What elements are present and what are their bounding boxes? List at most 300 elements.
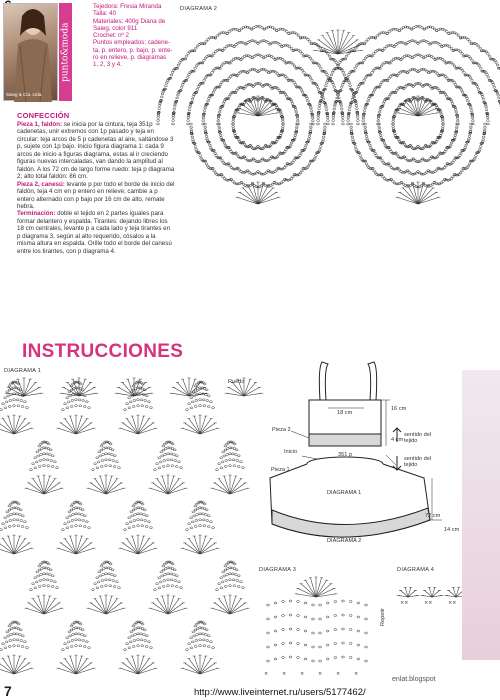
- chain-stitch: [322, 136, 325, 138]
- chain-stitch: [199, 645, 202, 647]
- double-crochet-stitch: [224, 476, 230, 494]
- chain-stitch: [396, 57, 399, 59]
- chain-stitch: [455, 33, 458, 35]
- chain-stitch: [218, 463, 221, 465]
- chain-stitch: [20, 400, 23, 402]
- measure-72: 72 cm: [425, 513, 441, 519]
- chain-stitch: [203, 43, 206, 45]
- chain-stitch: [170, 453, 173, 455]
- chain-stitch: [274, 658, 277, 660]
- chain-stitch: [356, 116, 359, 118]
- double-crochet-stitch: [200, 663, 215, 674]
- chain-stitch: [36, 571, 39, 573]
- chain-stitch: [160, 451, 163, 453]
- chain-stitch: [108, 453, 111, 455]
- double-crochet-stitch: [123, 543, 138, 554]
- chain-stitch: [461, 91, 464, 93]
- confeccion-paragraph-1: [17, 121, 175, 181]
- double-crochet-stitch: [106, 599, 117, 614]
- chain-stitch: [202, 633, 205, 635]
- chain-stitch: [233, 113, 236, 115]
- chain-stitch: [486, 120, 489, 122]
- chain-stitch: [78, 399, 81, 401]
- chain-stitch: [199, 639, 202, 641]
- chain-stitch: [452, 50, 455, 52]
- chain-stitch: [442, 123, 445, 125]
- chain-stitch: [440, 113, 443, 115]
- chain-stitch: [248, 70, 251, 72]
- chain-stitch: [51, 586, 54, 588]
- paragraph-lead: Terminación:: [17, 210, 56, 218]
- chain-stitch: [304, 658, 307, 660]
- chain-stitch: [174, 580, 177, 582]
- chain-stitch: [307, 38, 310, 40]
- chain-stitch: [229, 149, 232, 151]
- chain-stitch: [216, 49, 219, 51]
- chain-stitch: [70, 645, 73, 647]
- chain-stitch: [222, 451, 225, 453]
- chain-stitch: [455, 126, 458, 128]
- chain-stitch: [270, 171, 273, 173]
- chain-stitch: [348, 109, 351, 111]
- chain-stitch: [192, 511, 195, 513]
- chain-stitch: [450, 62, 453, 64]
- chain-stitch: [233, 585, 236, 587]
- chain-stitch: [66, 517, 69, 519]
- chain-stitch: [56, 587, 59, 589]
- chain-stitch: [212, 36, 215, 38]
- chain-stitch: [392, 120, 395, 122]
- chain-stitch: [36, 451, 39, 453]
- chain-stitch: [232, 123, 235, 125]
- chain-stitch: [229, 165, 232, 167]
- chain-stitch: [78, 639, 81, 641]
- double-crochet-stitch: [200, 423, 215, 434]
- chain-stitch: [326, 616, 329, 618]
- chain-stitch: [289, 642, 292, 644]
- double-crochet-stitch: [76, 423, 91, 434]
- chain-stitch: [140, 399, 143, 401]
- chain-stitch: [379, 83, 382, 85]
- double-crochet-stitch: [200, 543, 215, 554]
- chain-stitch: [212, 647, 215, 649]
- double-crochet-stitch: [14, 548, 32, 554]
- chain-stitch: [296, 120, 299, 122]
- chain-stitch: [148, 641, 151, 643]
- double-crochet-stitch: [76, 536, 82, 554]
- chain-stitch: [229, 585, 232, 587]
- chain-stitch: [109, 585, 112, 587]
- chain-stitch: [324, 104, 327, 106]
- chain-stitch: [363, 59, 366, 61]
- chain-stitch: [469, 105, 472, 107]
- chain-stitch: [381, 50, 384, 52]
- chain-stitch: [299, 37, 302, 39]
- chain-stitch: [317, 120, 320, 122]
- double-crochet-stitch: [44, 488, 62, 494]
- chain-stitch: [220, 457, 223, 459]
- double-crochet-stitch: [95, 479, 106, 494]
- canesu-band: [309, 434, 381, 446]
- chain-stitch: [207, 526, 210, 528]
- chain-stitch: [165, 85, 168, 87]
- chain-stitch: [144, 520, 147, 522]
- stitches-label: 351 p: [338, 452, 352, 458]
- chain-stitch: [369, 37, 372, 39]
- chain-stitch: [178, 461, 181, 463]
- chain-stitch: [355, 105, 358, 107]
- chain-stitch: [180, 86, 183, 88]
- chain-stitch: [203, 645, 206, 647]
- chain-stitch: [267, 632, 270, 634]
- double-crochet-stitch: [14, 428, 32, 434]
- chain-stitch: [105, 585, 108, 587]
- chain-stitch: [218, 126, 221, 128]
- chain-stitch: [24, 641, 27, 643]
- chain-stitch: [262, 68, 265, 70]
- chain-stitch: [21, 515, 24, 517]
- chain-stitch: [167, 585, 170, 587]
- chain-stitch: [469, 126, 472, 128]
- confeccion-body: [17, 121, 175, 255]
- chain-stitch: [35, 581, 38, 583]
- chain-stitch: [249, 69, 252, 71]
- chain-stitch: [365, 40, 368, 42]
- chain-stitch: [312, 646, 315, 648]
- chain-stitch: [129, 521, 132, 523]
- chain-stitch: [433, 28, 436, 30]
- chain-stitch: [54, 581, 57, 583]
- chain-stitch: [484, 104, 487, 106]
- diagrama3-chart: [258, 575, 378, 685]
- chain-stitch: [8, 525, 11, 527]
- paragraph-lead: Pieza 2, canesú:: [17, 180, 65, 188]
- chain-stitch: [105, 579, 108, 581]
- chain-stitch: [16, 633, 19, 635]
- chain-stitch: [199, 399, 202, 401]
- chain-stitch: [493, 86, 496, 88]
- double-crochet-stitch: [44, 476, 50, 494]
- chain-stitch: [62, 649, 65, 651]
- double-crochet-stitch: [182, 668, 200, 674]
- chain-stitch: [362, 117, 365, 119]
- watermark: http://www.liveinternet.ru/users/5177462/: [194, 687, 366, 698]
- chain-stitch: [187, 117, 190, 119]
- chain-stitch: [43, 465, 46, 467]
- chain-stitch: [309, 57, 312, 59]
- chain-stitch: [307, 100, 310, 102]
- chain-stitch: [199, 155, 202, 157]
- chain-stitch: [326, 120, 329, 122]
- chain-stitch: [102, 454, 105, 456]
- chain-stitch: [333, 86, 336, 88]
- chain-stitch: [234, 574, 237, 576]
- chain-stitch: [325, 82, 328, 84]
- double-crochet-stitch: [168, 603, 183, 614]
- chain-stitch: [365, 618, 368, 620]
- double-crochet-stitch: [182, 548, 200, 554]
- chain-stitch: [218, 33, 221, 35]
- chain-stitch: [156, 463, 159, 465]
- chain-stitch: [189, 106, 192, 108]
- chain-stitch: [451, 63, 454, 65]
- chain-stitch: [113, 466, 116, 468]
- chain-stitch: [469, 107, 472, 109]
- chain-stitch: [299, 51, 302, 53]
- double-crochet-stitch: [33, 599, 44, 614]
- instrucciones-title: INSTRUCCIONES: [22, 341, 184, 362]
- chain-stitch: [453, 159, 456, 161]
- chain-stitch: [203, 525, 206, 527]
- photo-caption: Saieg & Cía. Ltda.: [6, 92, 43, 97]
- chain-stitch: [265, 171, 268, 173]
- chain-stitch: [10, 514, 13, 516]
- chain-stitch: [315, 155, 318, 157]
- chain-stitch: [109, 465, 112, 467]
- slip-stitch-symbol: ×: [282, 671, 287, 677]
- chain-stitch: [71, 399, 74, 401]
- chain-stitch: [40, 574, 43, 576]
- chain-stitch: [5, 401, 8, 403]
- chain-stitch: [274, 602, 277, 604]
- chain-stitch: [38, 465, 41, 467]
- chain-stitch: [129, 401, 132, 403]
- chain-stitch: [70, 405, 73, 407]
- chain-stitch: [455, 111, 458, 113]
- chain-stitch: [129, 641, 132, 643]
- chain-stitch: [380, 49, 383, 51]
- chain-stitch: [445, 62, 448, 64]
- chain-stitch: [83, 526, 86, 528]
- chain-stitch: [301, 69, 304, 71]
- chain-stitch: [141, 525, 144, 527]
- double-crochet-stitch: [168, 483, 183, 494]
- chain-stitch: [176, 94, 179, 96]
- chain-stitch: [26, 407, 29, 409]
- chain-stitch: [21, 406, 24, 408]
- chain-stitch: [374, 37, 377, 39]
- double-crochet-stitch: [168, 488, 186, 494]
- double-crochet-stitch: [88, 608, 106, 614]
- chain-stitch: [461, 53, 464, 55]
- chain-stitch: [194, 67, 197, 69]
- chain-stitch: [459, 51, 462, 53]
- chain-stitch: [205, 163, 208, 165]
- chain-stitch: [172, 574, 175, 576]
- chain-stitch: [163, 579, 166, 581]
- chain-stitch: [24, 521, 27, 523]
- chain-stitch: [422, 68, 425, 70]
- chain-stitch: [357, 616, 360, 618]
- paragraph-text: levante p por todo el borde de inicio del faldón, teja 4 cm en p entero en relieve; cambie a p entero alternado con p bajo por 16 cm de alto, remate hebra.: [17, 180, 175, 210]
- chain-stitch: [365, 163, 368, 165]
- double-crochet-stitch: [168, 599, 179, 614]
- double-crochet-stitch: [153, 483, 168, 494]
- chain-stitch: [86, 641, 89, 643]
- chain-stitch: [24, 401, 27, 403]
- chain-stitch: [355, 47, 358, 49]
- chain-stitch: [13, 513, 16, 515]
- chain-stitch: [481, 95, 484, 97]
- spec-line: ta, p. entero, p. bajo, p. ente-: [93, 46, 173, 54]
- chain-stitch: [190, 407, 193, 409]
- chain-stitch: [134, 634, 137, 636]
- right-strap: [368, 362, 377, 400]
- chain-stitch: [488, 55, 491, 57]
- chain-stitch: [150, 527, 153, 529]
- chain-stitch: [326, 53, 329, 55]
- chain-stitch: [479, 146, 482, 148]
- double-crochet-stitch: [65, 659, 76, 674]
- chain-stitch: [319, 47, 322, 49]
- chain-stitch: [220, 65, 223, 67]
- chain-stitch: [436, 73, 439, 75]
- chain-stitch: [343, 74, 346, 76]
- chain-stitch: [162, 465, 165, 467]
- chain-stitch: [126, 523, 129, 525]
- chain-stitch: [80, 514, 83, 516]
- chain-stitch: [72, 634, 75, 636]
- schematic-diagrama2-label: DIAGRAMA 2: [327, 538, 362, 544]
- double-crochet-stitch: [200, 416, 206, 434]
- chain-stitch: [227, 61, 230, 63]
- chain-stitch: [222, 63, 225, 65]
- double-crochet-stitch: [8, 416, 14, 434]
- chain-stitch: [351, 139, 354, 141]
- measure-4: 4 cm: [391, 437, 404, 443]
- chain-stitch: [190, 123, 193, 125]
- double-crochet-stitch: [127, 539, 138, 554]
- chain-stitch: [158, 467, 161, 469]
- chain-stitch: [387, 61, 390, 63]
- double-crochet-stitch: [212, 488, 230, 494]
- chain-stitch: [161, 93, 164, 95]
- chain-stitch: [496, 64, 499, 66]
- chain-stitch: [222, 176, 225, 178]
- chain-stitch: [297, 657, 300, 659]
- chain-stitch: [66, 647, 69, 649]
- chain-stitch: [217, 120, 220, 122]
- spec-line: Saieg, color 911: [93, 24, 138, 32]
- chain-stitch: [56, 467, 59, 469]
- chain-stitch: [229, 465, 232, 467]
- chain-stitch: [174, 460, 177, 462]
- chain-stitch: [483, 126, 486, 128]
- chain-stitch: [454, 83, 457, 85]
- double-crochet-stitch: [185, 663, 200, 674]
- chain-stitch: [323, 126, 326, 128]
- chain-stitch: [338, 61, 341, 63]
- chain-stitch: [172, 454, 175, 456]
- chain-stitch: [231, 180, 234, 182]
- chain-stitch: [341, 117, 344, 119]
- double-crochet-stitch: [14, 423, 29, 434]
- chain-stitch: [236, 580, 239, 582]
- diagrama2-top-chart: [178, 14, 498, 229]
- chain-stitch: [393, 113, 396, 115]
- chain-stitch: [180, 467, 183, 469]
- slip-stitch-symbol: ××: [400, 600, 409, 606]
- chain-stitch: [437, 183, 440, 185]
- double-crochet-stitch: [14, 536, 20, 554]
- chain-stitch: [334, 629, 337, 631]
- chain-stitch: [158, 108, 161, 110]
- double-crochet-stitch: [26, 608, 44, 614]
- chain-stitch: [222, 571, 225, 573]
- chain-stitch: [440, 132, 443, 134]
- chain-stitch: [20, 520, 23, 522]
- inicio-label: Inicio: [284, 449, 298, 455]
- chain-stitch: [342, 628, 345, 630]
- chain-stitch: [232, 120, 235, 122]
- chain-stitch: [141, 405, 144, 407]
- chain-stitch: [13, 639, 16, 641]
- double-crochet-stitch: [76, 543, 91, 554]
- chain-stitch: [232, 573, 235, 575]
- chain-stitch: [295, 126, 298, 128]
- chain-stitch: [330, 74, 333, 76]
- chain-stitch: [469, 57, 472, 59]
- chain-stitch: [470, 110, 473, 112]
- chain-stitch: [102, 574, 105, 576]
- chain-stitch: [282, 629, 285, 631]
- chain-stitch: [461, 170, 464, 172]
- brand-strip: punto&moda: [59, 3, 72, 101]
- double-crochet-stitch: [182, 428, 200, 434]
- chain-stitch: [99, 455, 102, 457]
- chain-stitch: [150, 407, 153, 409]
- chain-stitch: [484, 123, 487, 125]
- spec-line: Materiales: 400g Diana de: [93, 17, 166, 25]
- double-crochet-stitch: [14, 543, 29, 554]
- measure-18: 18 cm: [337, 410, 353, 416]
- chain-stitch: [167, 459, 170, 461]
- chain-stitch: [282, 643, 285, 645]
- chain-stitch: [425, 171, 428, 173]
- chain-stitch: [204, 129, 207, 131]
- chain-stitch: [111, 569, 114, 571]
- chain-stitch: [220, 467, 223, 469]
- chain-stitch: [34, 577, 37, 579]
- chain-stitch: [7, 515, 10, 517]
- double-crochet-stitch: [120, 668, 138, 674]
- chain-stitch: [310, 123, 313, 125]
- chain-stitch: [293, 65, 296, 67]
- chain-stitch: [225, 579, 228, 581]
- left-strap: [319, 362, 328, 400]
- chain-stitch: [220, 577, 223, 579]
- chain-stitch: [10, 634, 13, 636]
- chain-stitch: [190, 129, 193, 131]
- double-crochet-stitch: [138, 419, 149, 434]
- chain-stitch: [191, 401, 194, 403]
- chain-stitch: [195, 519, 198, 521]
- double-crochet-stitch: [70, 416, 76, 434]
- chain-stitch: [350, 126, 353, 128]
- chain-stitch: [424, 69, 427, 71]
- chain-stitch: [130, 631, 133, 633]
- double-crochet-stitch: [138, 548, 156, 554]
- chain-stitch: [4, 397, 7, 399]
- chain-stitch: [303, 36, 306, 38]
- pieza2-label: Pieza 2: [272, 427, 291, 433]
- slip-stitch-symbol: ×: [300, 671, 305, 677]
- chain-stitch: [363, 43, 366, 45]
- chain-stitch: [349, 106, 352, 108]
- chain-stitch: [332, 83, 335, 85]
- chain-stitch: [312, 632, 315, 634]
- chain-stitch: [439, 44, 442, 46]
